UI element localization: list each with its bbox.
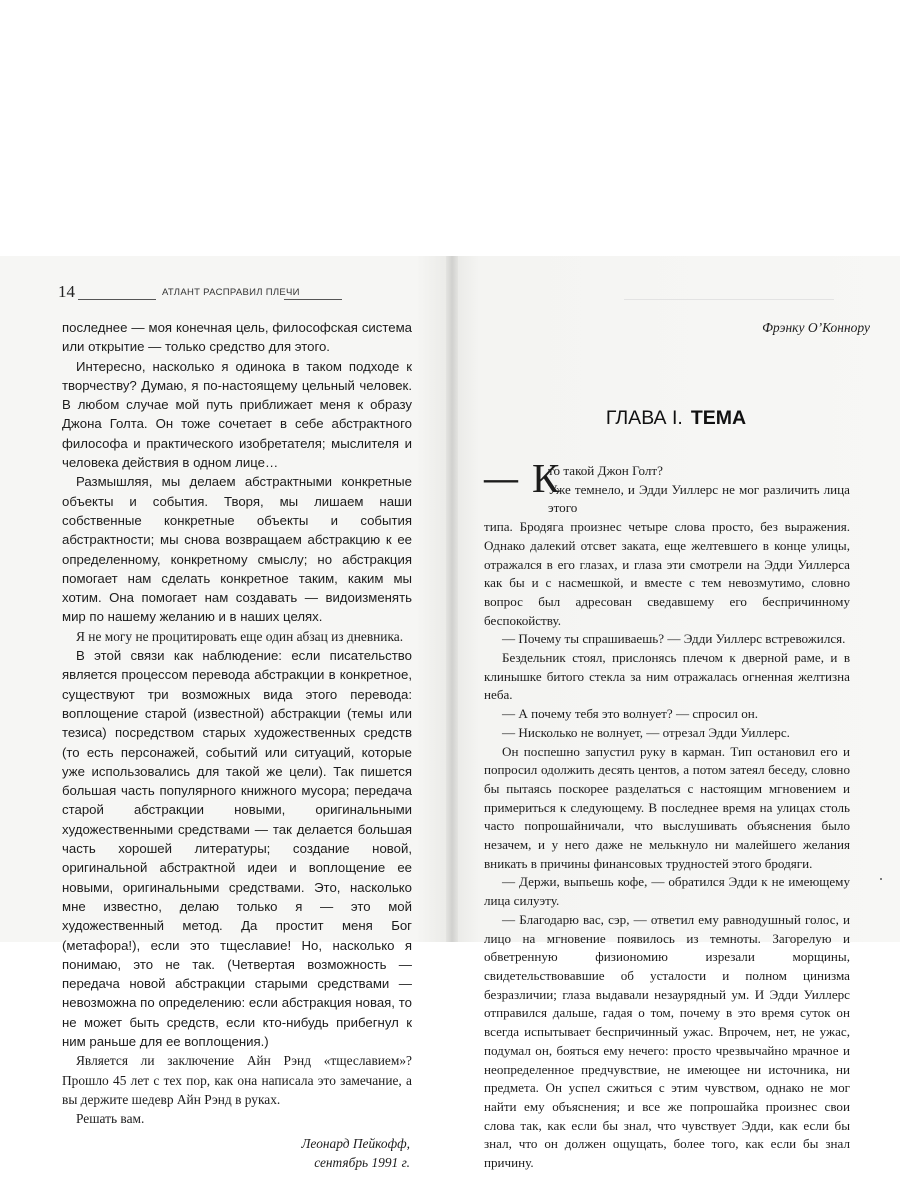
signature-date: сентябрь 1991 г. [314,1155,410,1171]
book-gutter [446,256,458,942]
header-rule [78,299,156,300]
paragraph: типа. Бродяга произнес четыре слова просто, без выражения. Однако далекий отсвет заката, еще желтевшего в конце улицы, отражался в его глазах, и глаза эти смотрели на Эдди Уиллерса как бы и с насмешкой, и вместе с тем невозмутимо, словно вопрос был адресован сведавшему его беспричинному беспокойству. [484,519,850,628]
paragraph: В этой связи как наблюдение: если писательство является процессом перевода абстракции в конкретное, существуют три возможных вида этого перевода: воплощение старой (известной) абстракции (темы или тезиса) посредством старых художественных средств (то есть персонажей, событий или ситуаций, которые уже использовались для такой же цели). Так пишется большая часть популярного книжного мусора; передача старой абстракции новыми, оригинальными художественными средствами — так делается большая часть хорошей литературы; создание новой, оригинальной абстрактной идеи и воплощение ее новыми, оригинальными средствами. Это, насколько мне известно, делаю только я — это мой художественный метод. Да простит меня Бог (метафора!), если это тщеславие! Но, насколько я понимаю, это не так. (Четвертая возможность — передача новой абстракции старыми средствами — невозможна по определению: если абстракция новая, то не может быть средств, если кто-нибудь прибегнул к ним раньше для ее воплощения.) [62,648,412,1049]
running-head [58,284,418,304]
paragraph: Интересно, насколько я одинока в таком подходе к творчеству? Думаю, я по-настоящему цельный человек. В любом случае мой путь приближает меня к образу Джона Голта. Он тоже сочетает в себе абстрактного философа и практического изобретателя; мыслителя и человека действия в одном лице… [62,358,412,471]
bleed-through-rule [624,299,834,300]
chapter-heading [452,407,900,430]
left-body-text [62,318,412,1172]
chapter-title: ТЕМА [690,407,747,429]
dedication: Фрэнку О’Коннору [762,320,870,335]
page-number: 14 [58,282,75,301]
paragraph: — Благодарю вас, сэр, — ответил ему равнодушный голос, и лицо на мгновение появилось из темноты. Загорелую и обветренную физиономию изрезали морщины, свидетельствовавшие об усталости и полном цинизма безразличии; глаза выдавали незаурядный ум. И Эдди Уиллерс отправился дальше, гадая о том, почему в это время суток он всегда испытывает беспричинный ужас. Впрочем, нет, не ужас, подумал он, бояться ему нечего: просто чрезвычайно мрачное и неопределенное предчувствие, не имеющее ни источника, ни предмета. Он успел сжиться с этим чувством, однако не мог найти ему объяснения; и все же попрошайка произнес свои слова так, как если бы знал, что чувствует Эдди, как если бы знал, что он должен ощущать, более того, как если бы знал причину. [484,911,850,1171]
opening-line: Уже темнело, и Эдди Уиллерс не мог различить лица этого [548,481,850,516]
chapter-opening [484,455,850,630]
paragraph: — Почему ты спрашиваешь? — Эдди Уиллерс встревожился. [502,631,846,647]
ink-speck [880,878,882,880]
paragraph: Бездельник стоял, прислонясь плечом к дверной раме, и в клинышке битого стекла за ним отражалась огненная желтизна неба. [484,650,850,703]
header-rule-end [284,299,342,300]
chapter-label: ГЛАВА I. [605,407,683,429]
book-spread [0,256,900,1171]
right-body-text [484,455,850,1173]
opening-line: то такой Джон Голт? [548,463,663,478]
paragraph: — Держи, выпьешь кофе, — обратился Эдди к не имеющему лица силуэту. [484,874,850,909]
running-title: АТЛАНТ РАСПРАВИЛ ПЛЕЧИ [162,287,300,298]
drop-cap: К [532,455,560,501]
bleed-through-header [624,290,844,304]
right-page [452,256,900,1171]
signature-name: Леонард Пейкофф, [301,1136,410,1152]
paragraph: Он поспешно запустил руку в карман. Тип остановил его и попросил одолжить десять центов, а потом затеял беседу, словно бы пытаясь поскорее разделаться с настоящим мгновением и примериться к следующему. В последнее время на улицах столь часто попрошайничали, что выслушивать объяснения было незачем, и у него даже не мелькнуло ни малейшего желания вникать в причины финансовых трудностей этого бродяги. [484,743,850,871]
paragraph: последнее — моя конечная цель, философская система или открытие — только средство для этого. [62,320,412,355]
paragraph: Решать вам. [76,1111,145,1127]
signature [62,1134,412,1172]
paragraph: — Нисколько не волнует, — отрезал Эдди Уиллерс. [502,724,790,740]
paragraph: Размышляя, мы делаем абстрактными конкретные объекты и события. Творя, мы лишаем наши собственные конкретные объекты и события абстрактности; мы снова возвращаем абстракцию к ее определенному, конкретному смыслу; но абстракция помогает нам сделать конкретное таким, каким мы хотим. Она помогает нам создавать — видоизменять мир по нашему желанию и в наших целях. [62,474,412,625]
opening-dash: — [484,460,518,497]
paragraph: Я не могу не процитировать еще один абзац из дневника. [76,628,404,644]
paragraph: — А почему тебя это волнует? — спросил он. [502,706,759,722]
paragraph: Является ли заключение Айн Рэнд «тщеславием»? Прошло 45 лет с тех пор, как она написала это замечание, а вы держите шедевр Айн Рэнд в руках. [62,1053,412,1107]
left-page [0,256,452,1171]
